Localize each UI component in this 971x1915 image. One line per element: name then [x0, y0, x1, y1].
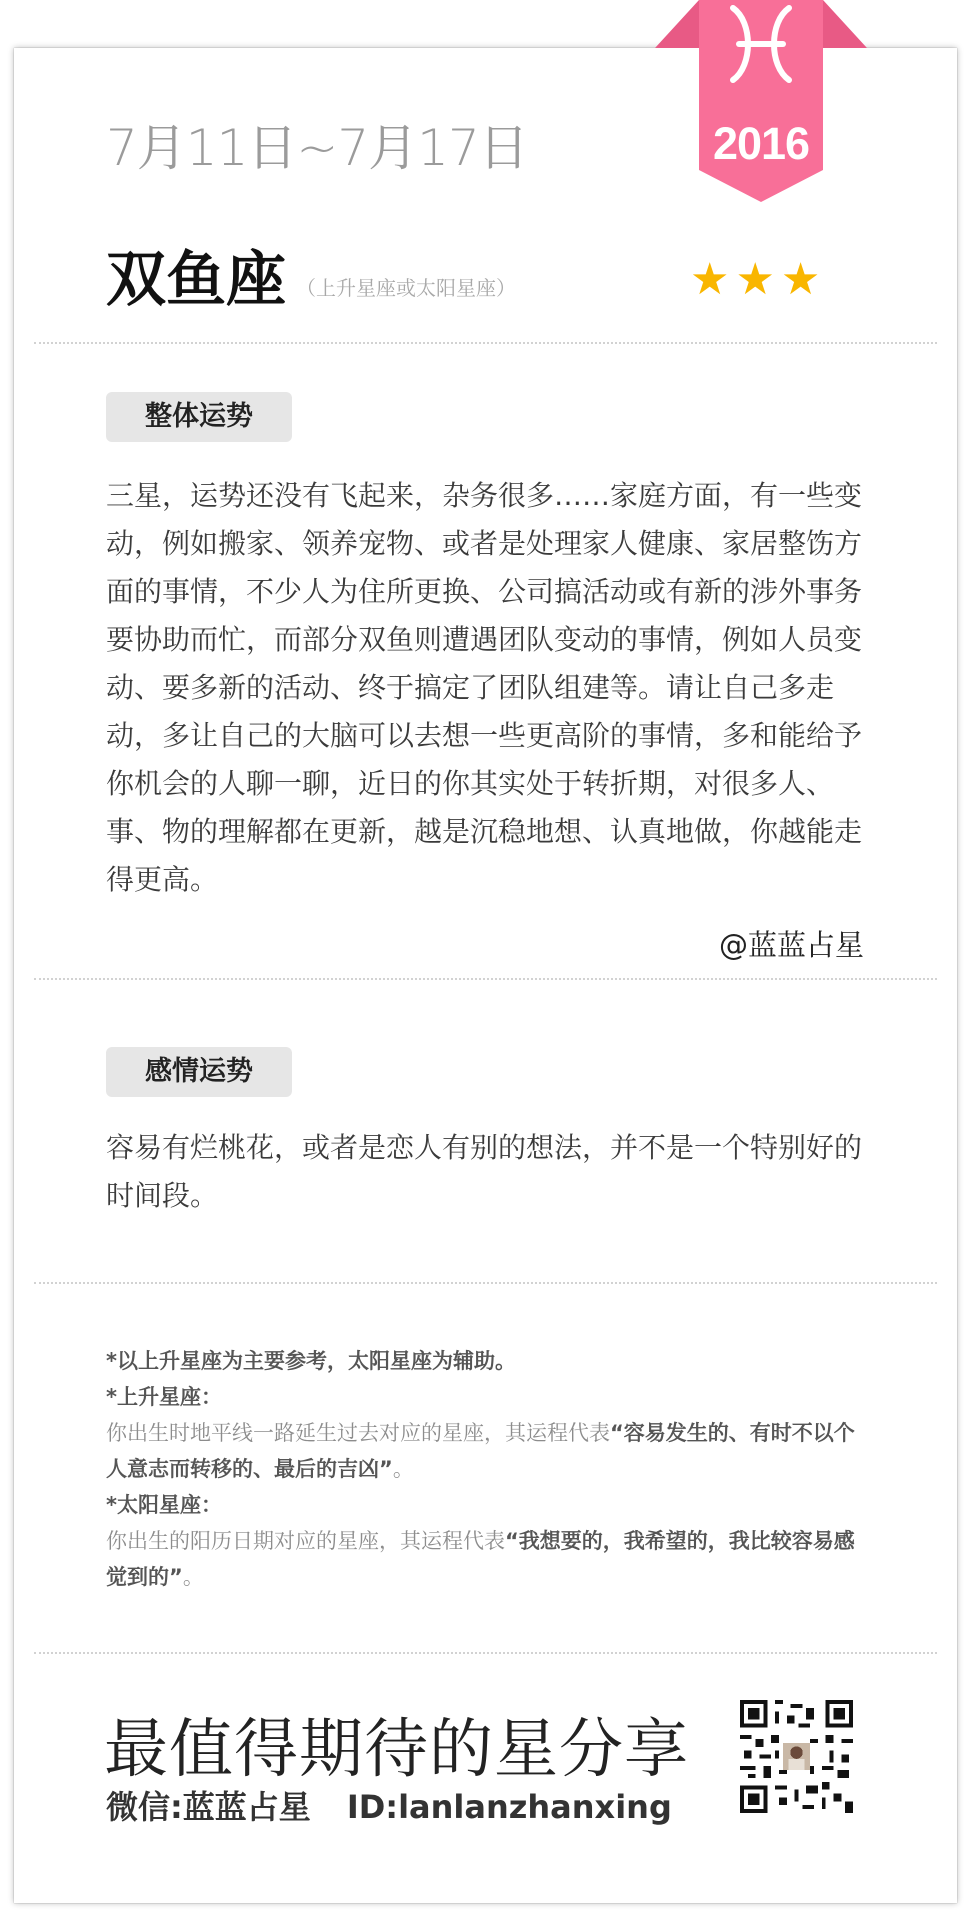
horoscope-card	[14, 48, 957, 1903]
rising-plain: 你出生时地平线一路延生过去对应的星座，其运程代表	[106, 1421, 610, 1445]
date-range: 7月11日~7月17日	[106, 119, 528, 177]
divider	[34, 1282, 937, 1284]
notes-block	[106, 1343, 866, 1595]
divider	[34, 978, 937, 980]
footer-title: 最值得期待的星分享	[104, 1713, 689, 1787]
wechat-id: ID:lanlanzhanxing	[346, 1788, 672, 1826]
sun-strong: “我想要的，我希望的，我比较容易感觉到的”	[106, 1529, 855, 1589]
sign-note: （上升星座或太阳星座）	[296, 276, 516, 300]
divider	[34, 342, 937, 344]
sign-name: 双鱼座	[106, 245, 286, 315]
rising-end: 。	[392, 1457, 414, 1481]
year-label: 2016	[712, 118, 810, 169]
sun-end: 。	[182, 1565, 204, 1589]
divider	[34, 1652, 937, 1654]
footer-contact	[106, 1782, 672, 1828]
star-rating: ★★★	[690, 254, 827, 305]
sun-label: *太阳星座：	[106, 1493, 222, 1517]
love-text: 容易有烂桃花，或者是恋人有别的想法，并不是一个特别好的时间段。	[106, 1131, 863, 1212]
overall-text: 三星，运势还没有飞起来，杂务很多……家庭方面，有一些变动，例如搬家、领养宠物、或者是处理家人健康、家居整饬方面的事情，不少人为住所更换、公司搞活动或有新的涉外事务要协助而忙，而部分双鱼则遭遇团队变动的事情，例如人员变动、要多新的活动、终于搞定了团队组建等。请让自己多走动，多让自己的大脑可以去想一些更高阶的事情，多和能给予你机会的人聊一聊，近日的你其实处于转折期，对很多人、事、物的理解都在更新，越是沉稳地想、认真地做，你越能走得更高。	[106, 479, 863, 896]
rising-strong: “容易发生的、有时不以个人意志而转移的、最后的吉凶”	[106, 1421, 855, 1481]
section-tag-love: 感情运势	[106, 1047, 292, 1097]
author-signature: @蓝蓝占星	[718, 928, 864, 962]
sun-plain: 你出生的阳历日期对应的星座，其运程代表	[106, 1529, 505, 1553]
rising-desc	[106, 1415, 866, 1487]
notes-main: *以上升星座为主要参考，太阳星座为辅助。	[106, 1349, 516, 1373]
sun-desc	[106, 1523, 866, 1595]
zodiac-ribbon	[655, 0, 867, 202]
wechat-label: 微信:蓝蓝占星	[106, 1788, 311, 1826]
pisces-icon	[725, 4, 797, 84]
qr-code-icon	[740, 1700, 853, 1813]
rising-label: *上升星座：	[106, 1385, 222, 1409]
section-tag-overall: 整体运势	[106, 392, 292, 442]
